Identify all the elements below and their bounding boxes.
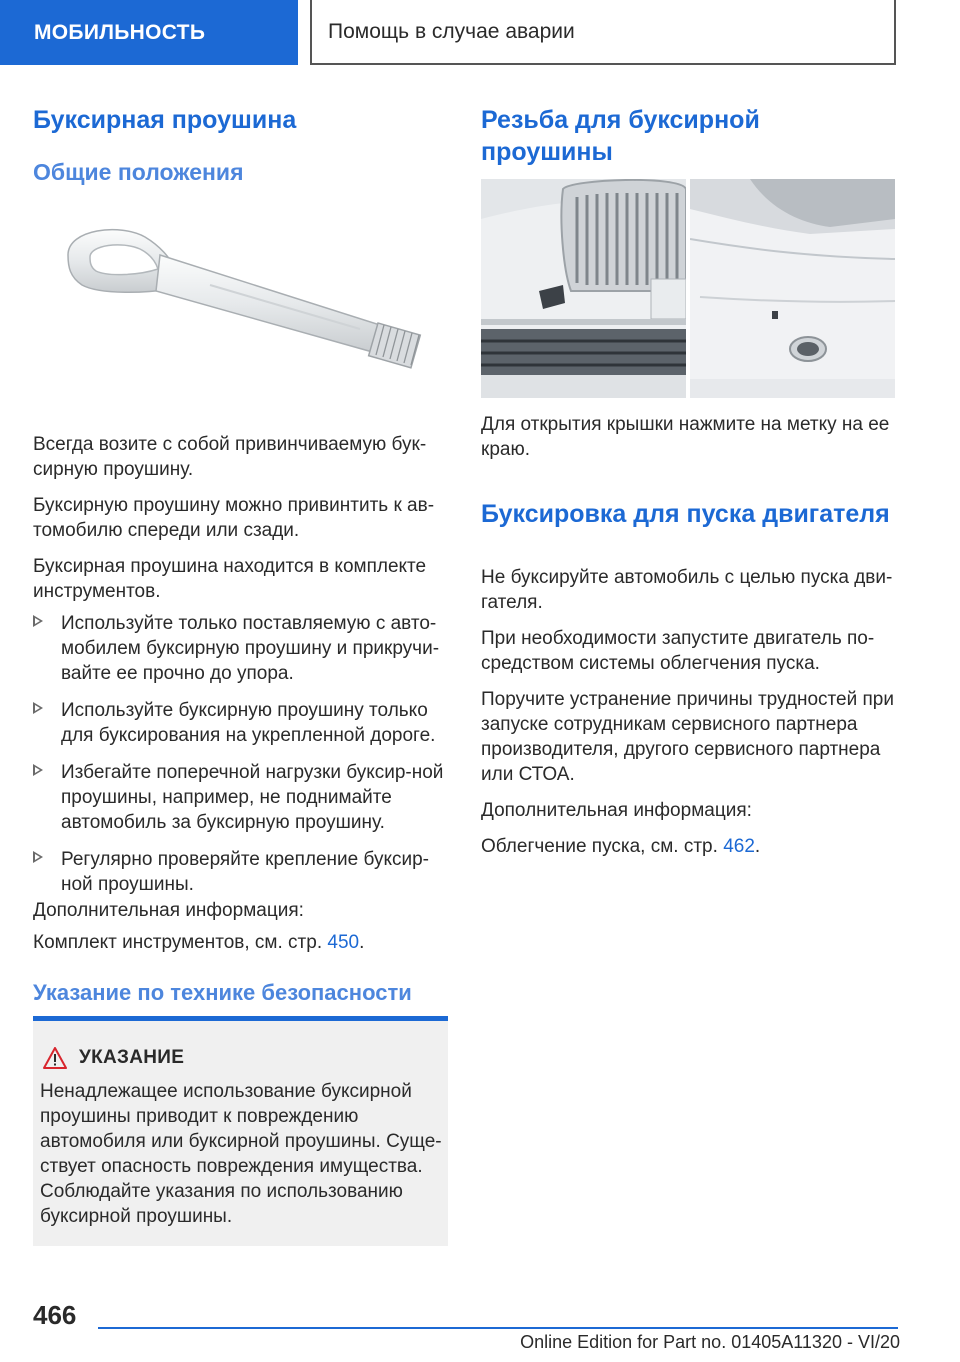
cover-caption: Для открытия крышки нажмите на метку на ее краю. (481, 414, 890, 460)
left-intro (33, 432, 448, 604)
notice-text: Ненадлежащее использование буксирной проушины приводит к повреждению автомобиля или буксирной проушины. Суще-ствует опасность повреждения имущества. Соблюдайте указания по использованию буксирной проушины. (40, 1081, 442, 1227)
reference-end: . (359, 932, 365, 953)
section-header (310, 0, 896, 65)
bullet-triangle-icon (33, 615, 43, 627)
right-body (481, 565, 896, 859)
page-number: 466 (33, 1300, 77, 1330)
notice-label: УКАЗАНИЕ (79, 1047, 185, 1068)
list-item-text: Используйте буксирную проушину только для буксирования на укрепленной дороге. (61, 700, 436, 746)
list-item (33, 698, 448, 748)
warning-triangle-icon (43, 1047, 67, 1069)
page-link-450[interactable]: 450 (327, 932, 360, 953)
reference-text: Комплект инструментов, см. стр. (33, 932, 328, 953)
front-bumper-photo (481, 179, 686, 398)
more-info-label: Дополнительная информация: (33, 900, 304, 921)
bullet-triangle-icon (33, 851, 43, 863)
list-item-text: Используйте только поставляемую с авто-мобилем буксирную проушину и прикручи-вайте ее прочно до упора. (61, 613, 440, 684)
paragraph: При необходимости запустите двигатель по-средством системы облегчения пуска. (481, 628, 875, 674)
paragraph: Буксирная проушина находится в комплекте инструментов. (33, 556, 427, 602)
section-label: Помощь в случае аварии (328, 19, 575, 43)
edition-info: Online Edition for Part no. 01405A11320 - VI/20 (520, 1332, 900, 1352)
tow-start-title: Буксировка для пуска двигателя (481, 500, 890, 528)
footer-divider (98, 1327, 898, 1329)
paragraph: Не буксируйте автомобиль с целью пуска дви-гателя. (481, 567, 893, 613)
tow-eye-title: Буксирная проушина (33, 106, 297, 134)
list-item-text: Избегайте поперечной нагрузки буксир-ной проушины, например, не поднимайте автомобиль за буксирную проушину. (61, 762, 444, 833)
bullet-triangle-icon (33, 702, 43, 714)
chapter-tab[interactable] (0, 0, 298, 65)
more-info-label: Дополнительная информация: (481, 800, 752, 821)
bullet-triangle-icon (33, 764, 43, 776)
cross-reference (33, 930, 448, 955)
page-link-462[interactable]: 462 (723, 836, 755, 857)
list-item (33, 760, 448, 835)
rear-bumper-photo (690, 179, 895, 398)
general-subtitle: Общие положения (33, 159, 244, 185)
cross-reference (481, 834, 896, 859)
paragraph: Поручите устранение причины трудностей при запуске сотрудникам сервисного партнера производителя, другого сервисного партнера или СТОА. (481, 689, 894, 785)
thread-title: Резьба для буксирной проушины (481, 106, 760, 166)
reference-end: . (754, 836, 761, 857)
paragraph: Буксирную проушину можно привинтить к ав-томобилю спереди или сзади. (33, 495, 435, 541)
notice-box (33, 1016, 448, 1246)
paragraph: Всегда возите с собой привинчиваемую бук-сирную проушину. (33, 434, 427, 480)
list-item (33, 611, 448, 686)
tow-eye-rules-list (33, 611, 448, 909)
tow-eye-image (60, 215, 430, 385)
list-item (33, 847, 448, 897)
chapter-label: МОБИЛЬНОСТЬ (34, 20, 206, 44)
safety-subtitle: Указание по технике безопасности (33, 980, 412, 1005)
list-item-text: Регулярно проверяйте крепление буксир-ной проушины. (61, 849, 429, 895)
reference-text: Облегчение пуска, см. стр. (481, 836, 724, 857)
